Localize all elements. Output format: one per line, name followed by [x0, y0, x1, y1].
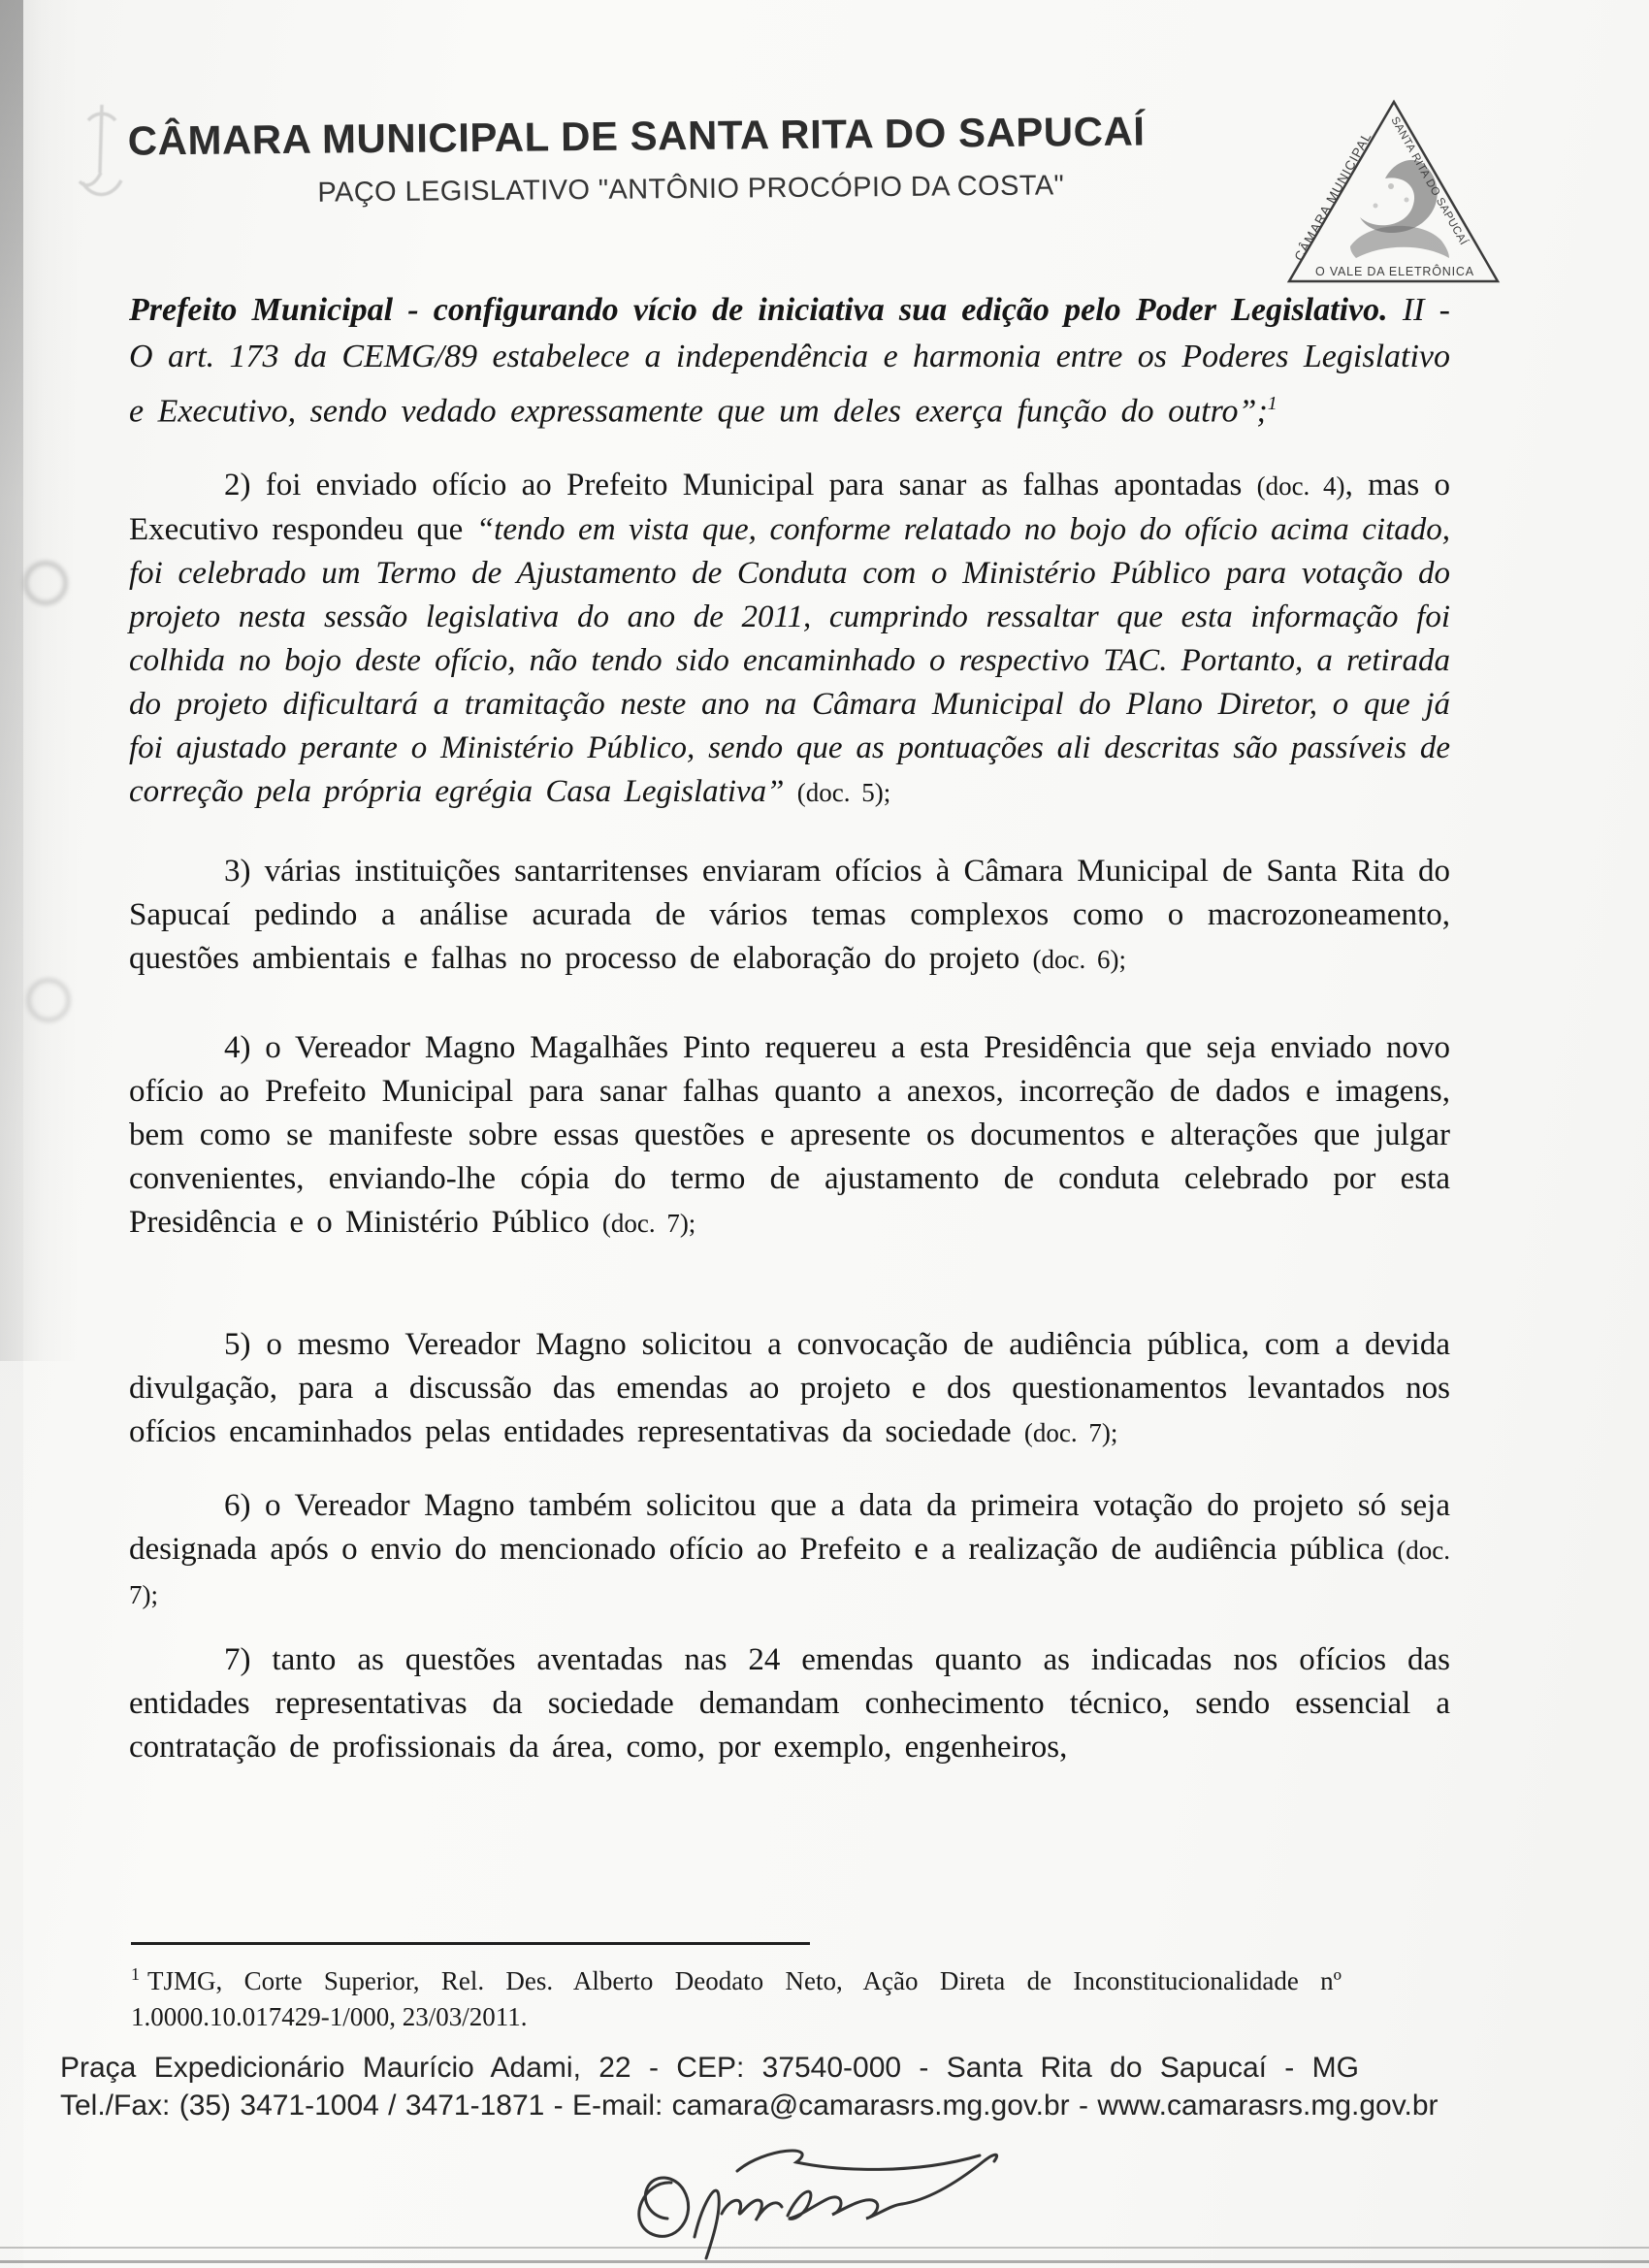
text-segment: 7) tanto as questões aventadas nas 24 emendas quanto as indicadas nos ofícios das entidades representativas da sociedade demandam conhecimento técnico, sendo essencial a contratação de profissionais da área, como, por exemplo, engenheiros,: [129, 1642, 1450, 1766]
footnote-separator: [131, 1942, 810, 1945]
handwritten-signature: [594, 2142, 1020, 2263]
text-segment: “tendo em vista que, conforme relatado no bojo do ofício acima citado, foi celebrado um Termo de Ajustamento de Conduta com o Ministério Público para votação do projeto nesta sessão legislativa do ano de 2011, cumprindo ressaltar que esta informação foi colhida no bojo deste ofício, não tendo sido encaminhado o respectivo TAC. Portanto, a retirada do projeto dificultará a tramitação neste ano na Câmara Municipal do Plano Diretor, o que já foi ajustado perante o Ministério Público, sendo que as pontuações ali descritas são passíveis de correção pela própria egrégia Casa Legislativa”: [129, 512, 1451, 810]
page-subtitle: PAÇO LEGISLATIVO "ANTÔNIO PROCÓPIO DA COSTA": [317, 170, 1065, 209]
item-2: [129, 464, 1450, 815]
footnote-body: TJMG, Corte Superior, Rel. Des. Alberto Deodato Neto, Ação Direta de Inconstitucionalidade nº 1.0000.10.017429-1/000, 23/03/2011.: [131, 1966, 1342, 2031]
text-segment: (doc. 7);: [601, 1209, 696, 1239]
item-5: [129, 1323, 1450, 1455]
faint-stamp-icon: [74, 99, 130, 208]
text-segment: 6) o Vereador Magno também solicitou que a data da primeira votação do projeto só seja designada após o envio do mencionado ofício ao Prefeito e a realização de audiência pública: [129, 1488, 1450, 1568]
item-4: [129, 1026, 1450, 1246]
text-segment: (doc. 6);: [1032, 945, 1126, 975]
footnote: [131, 1942, 1342, 2035]
text-segment: 3) várias instituições santarritenses enviaram ofícios à Câmara Municipal de Santa Rita do Sapucaí pedindo a análise acurada de vários temas complexos como o macrozoneamento, questões ambientais e falhas no processo de elaboração do projeto: [129, 854, 1450, 977]
item-7: [129, 1638, 1450, 1769]
text-segment: 5) o mesmo Vereador Magno solicitou a convocação de audiência pública, com a devida divulgação, para a discussão das emendas ao projeto e dos questionamentos levantados nos ofícios encaminhados pelas entidades representativas da sociedade: [129, 1327, 1450, 1450]
document-body: [129, 287, 1450, 1769]
text-segment: Prefeito Municipal - configurando vício de iniciativa sua edição pelo Poder Legislativo.: [129, 292, 1403, 328]
text-segment: 1: [1267, 393, 1277, 414]
footer-address: Praça Expedicionário Maurício Adami, 22 - CEP: 37540-000 - Santa Rita do Sapucaí - MG: [60, 2052, 1359, 2084]
text-segment: (doc. 7);: [129, 1536, 1450, 1610]
hole-punch-mark: [23, 561, 68, 605]
text-segment: 2) foi enviado ofício ao Prefeito Municipal para sanar as falhas apontadas: [224, 468, 1257, 503]
letterhead: [128, 107, 1254, 211]
hole-punch-mark: [26, 978, 71, 1022]
text-segment: (doc. 5);: [796, 778, 891, 808]
footnote-marker: 1: [131, 1964, 140, 1984]
text-segment: II - O art. 173 da CEMG/89 estabelece a independência e harmonia entre os Poderes Legislativo e Executivo, sendo vedado expressamente que um deles exerça função do outro”;: [129, 292, 1450, 430]
footnote-text: [131, 1957, 1342, 2035]
letterhead-footer: [60, 2049, 1439, 2124]
seal-bottom-text: O VALE DA ELETRÔNICA: [1315, 265, 1474, 278]
text-segment: , mas o Executivo respondeu que: [129, 468, 1450, 548]
text-segment: (doc. 7);: [1023, 1418, 1118, 1448]
seal-left-text: CÂMARA MUNICIPAL: [1291, 129, 1374, 264]
seal-right-text: SANTA RITA DO SAPUCAÍ: [1388, 114, 1470, 248]
page-title: CÂMARA MUNICIPAL DE SANTA RITA DO SAPUCAÍ: [127, 108, 1146, 164]
footer-contact: Tel./Fax: (35) 3471-1004 / 3471-1871 - E-mail: camara@camarasrs.mg.gov.br - www.camarasrs.mg.gov.br: [60, 2090, 1439, 2122]
municipal-seal: [1275, 93, 1513, 289]
text-segment: 4) o Vereador Magno Magalhães Pinto requereu a esta Presidência que seja enviado novo ofício ao Prefeito Municipal para sanar falhas quanto a anexos, incorreção de dados e imagens, bem como se manifeste sobre essas questões e apresente os documentos e alterações que julgar convenientes, enviando-lhe cópia do termo de ajustamento de conduta celebrado por esta Presidência e o Ministério Público: [129, 1030, 1450, 1241]
item-3: [129, 850, 1450, 982]
text-segment: (doc. 4): [1256, 471, 1345, 502]
quote-paragraph: [129, 287, 1450, 435]
svg-text:O VALE DA ELETRÔNICA: [1315, 264, 1474, 278]
item-6: [129, 1484, 1450, 1617]
seal-wave-icon: [1350, 226, 1449, 258]
scan-edge-shadow-soft: [0, 0, 78, 1361]
